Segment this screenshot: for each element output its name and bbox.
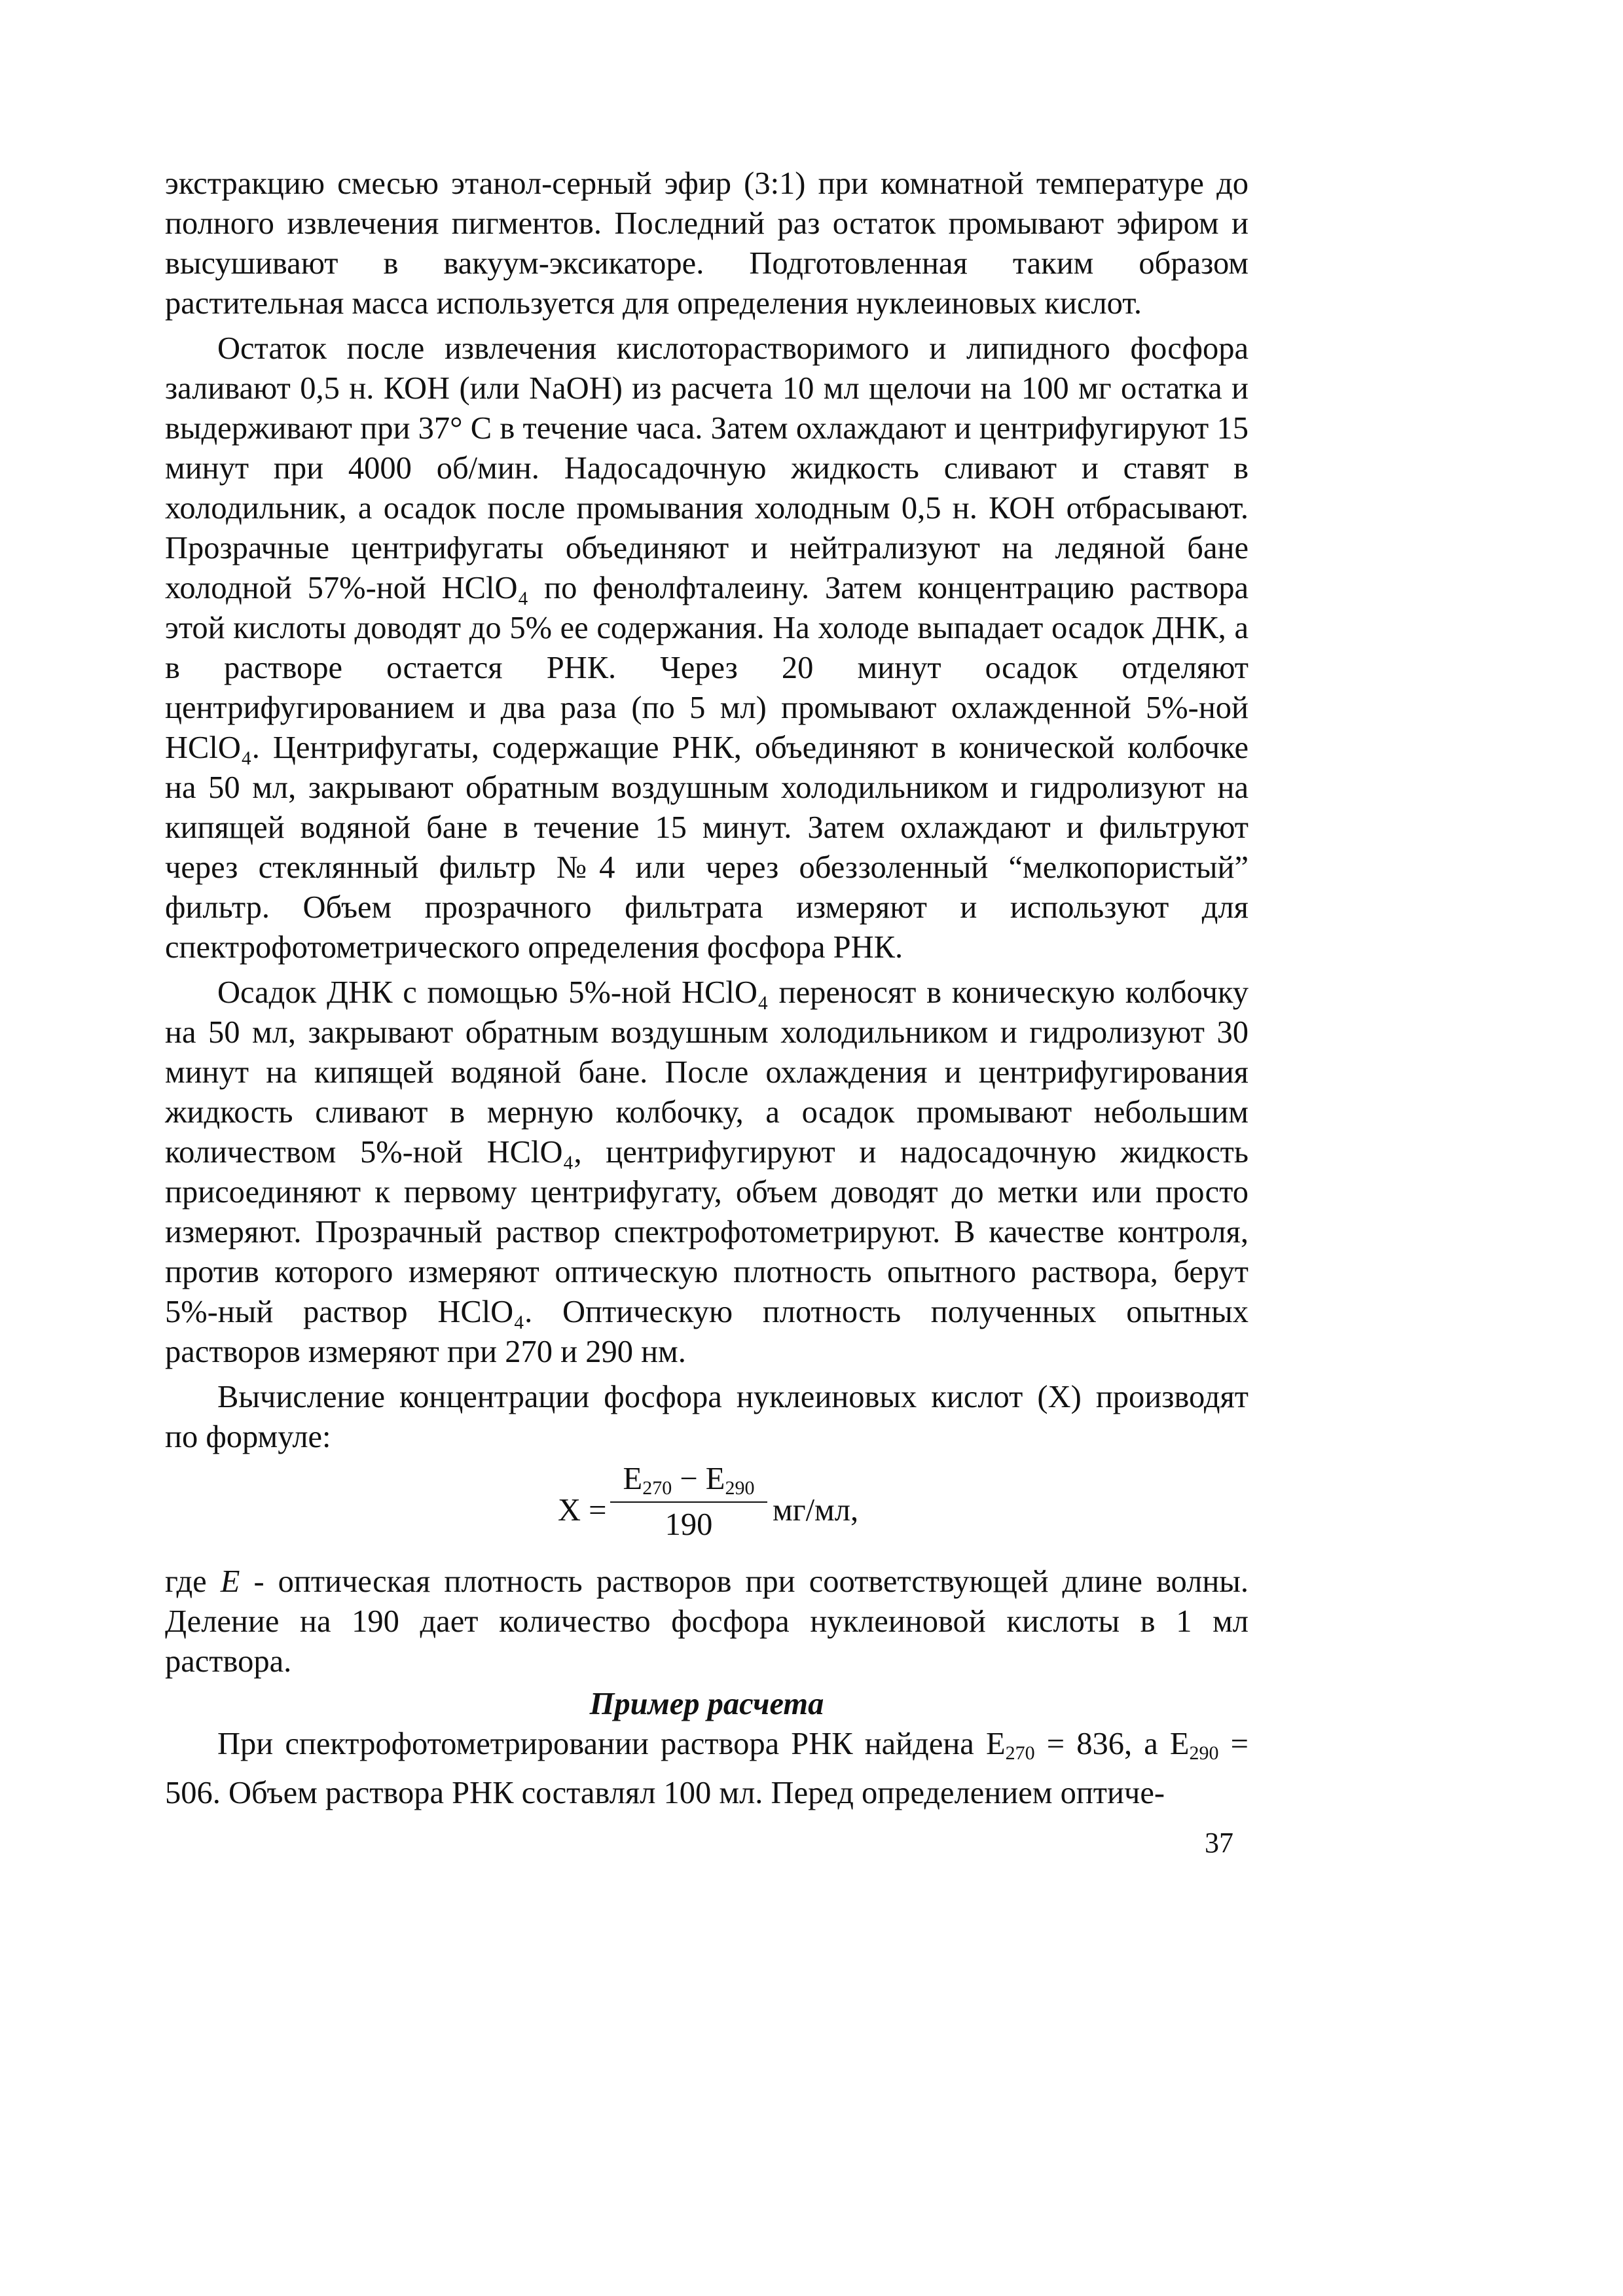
page-number: 37 — [1205, 1827, 1233, 1859]
formula-e1: E — [623, 1462, 643, 1496]
example-sub2: 290 — [1189, 1742, 1219, 1764]
paragraph-4: Вычисление концентрации фосфора нуклеиновых кислот (X) производят по формуле: — [165, 1380, 1249, 1454]
after-formula-var: E — [220, 1564, 240, 1599]
formula-lhs: X = — [558, 1493, 607, 1528]
paragraph-1: экстракцию смесью этанол-серный эфир (3:1) при комнатной температуре до полного извлечения пигментов. Последний раз остаток промывают эфиром и высушивают в вакуум-эксикаторе. Подготовленная таким образом растительная масса используется для определения нуклеиновых кислот. — [165, 166, 1249, 321]
fraction-bar — [610, 1501, 767, 1503]
formula-minus: − — [672, 1462, 706, 1496]
formula — [165, 1463, 1249, 1562]
paragraph-2: Остаток после извлечения кислоторастворимого и липидного фосфора заливают 0,5 н. КОН (или NaOH) из расчета 10 мл щелочи на 100 мг остатка и выдерживают при 37° С в течение часа. Затем охлаждают и центрифугируют 15 минут при 4000 об/мин. Надосадочную жидкость сливают и ставят в холодильник, а осадок после промывания холодным 0,5 н. КОН отбрасывают. Прозрачные центрифугаты объединяют и нейтрализуют на ледяной бане холодной 57%-ной HClO₄ по фенолфталеину. Затем концентрацию раствора этой кислоты доводят до 5% ее содержания. На холоде выпадает осадок ДНК, а в растворе остается РНК. Через 20 минут осадок отделяют центрифугированием и два раза (по 5 мл) промывают охлажденной 5%-ной HClO₄. Центрифугаты, содержащие РНК, объединяют в конической колбочке на 50 мл, закрывают обратным воздушным холодильником и гидролизуют на кипящей водяной бане в течение 15 минут. Затем охлаждают и фильтруют через стеклянный фильтр №4 или через обеззоленный “мелкопористый” фильтр. Объем прозрачного фильтрата измеряют и используют для спектрофотометрического определения фосфора РНК. — [165, 331, 1249, 965]
formula-e1-sub: 270 — [642, 1477, 672, 1499]
formula-denominator: 190 — [665, 1507, 713, 1542]
formula-unit: мг/мл, — [773, 1493, 859, 1528]
example-part3: = 506. Объем раствора РНК составлял 100 мл. Перед определением оптиче- — [165, 1727, 1249, 1810]
after-formula-rest: - оптическая плотность растворов при соответствующей длине волны. Деление на 190 дает количество фосфора нуклеиновой кислоты в 1 мл раствора. — [165, 1564, 1249, 1679]
paragraph-after-formula — [165, 1562, 1249, 1681]
formula-fraction — [610, 1463, 767, 1541]
after-formula-prefix: где — [165, 1564, 221, 1599]
page-body — [165, 164, 1249, 1813]
example-heading: Пример расчета — [589, 1687, 824, 1721]
example-paragraph — [165, 1724, 1249, 1813]
paragraph-3: Осадок ДНК с помощью 5%-ной HClO₄ переносят в коническую колбочку на 50 мл, закрывают обратным воздушным холодильником и гидролизуют 30 минут на кипящей водяной бане. После охлаждения и центрифугирования жидкость сливают в мерную колбочку, а осадок промывают небольшим количеством 5%-ной HClO₄, центрифугируют и надосадочную жидкость присоединяют к первому центрифугату, объем доводят до метки или просто измеряют. Прозрачный раствор спектрофотометрируют. В качестве контроля, против которого измеряют оптическую плотность опытного раствора, берут 5%-ный раствор HClO₄. Оптическую плотность полученных опытных растворов измеряют при 270 и 290 нм. — [165, 975, 1249, 1369]
formula-e2: E — [705, 1462, 725, 1496]
formula-numerator — [610, 1463, 767, 1498]
formula-e2-sub: 290 — [725, 1477, 755, 1499]
example-part2: = 836, а E — [1034, 1727, 1190, 1761]
example-sub1: 270 — [1005, 1742, 1035, 1764]
example-part1: При спектрофотометрировании раствора РНК найдена E — [217, 1727, 1006, 1761]
